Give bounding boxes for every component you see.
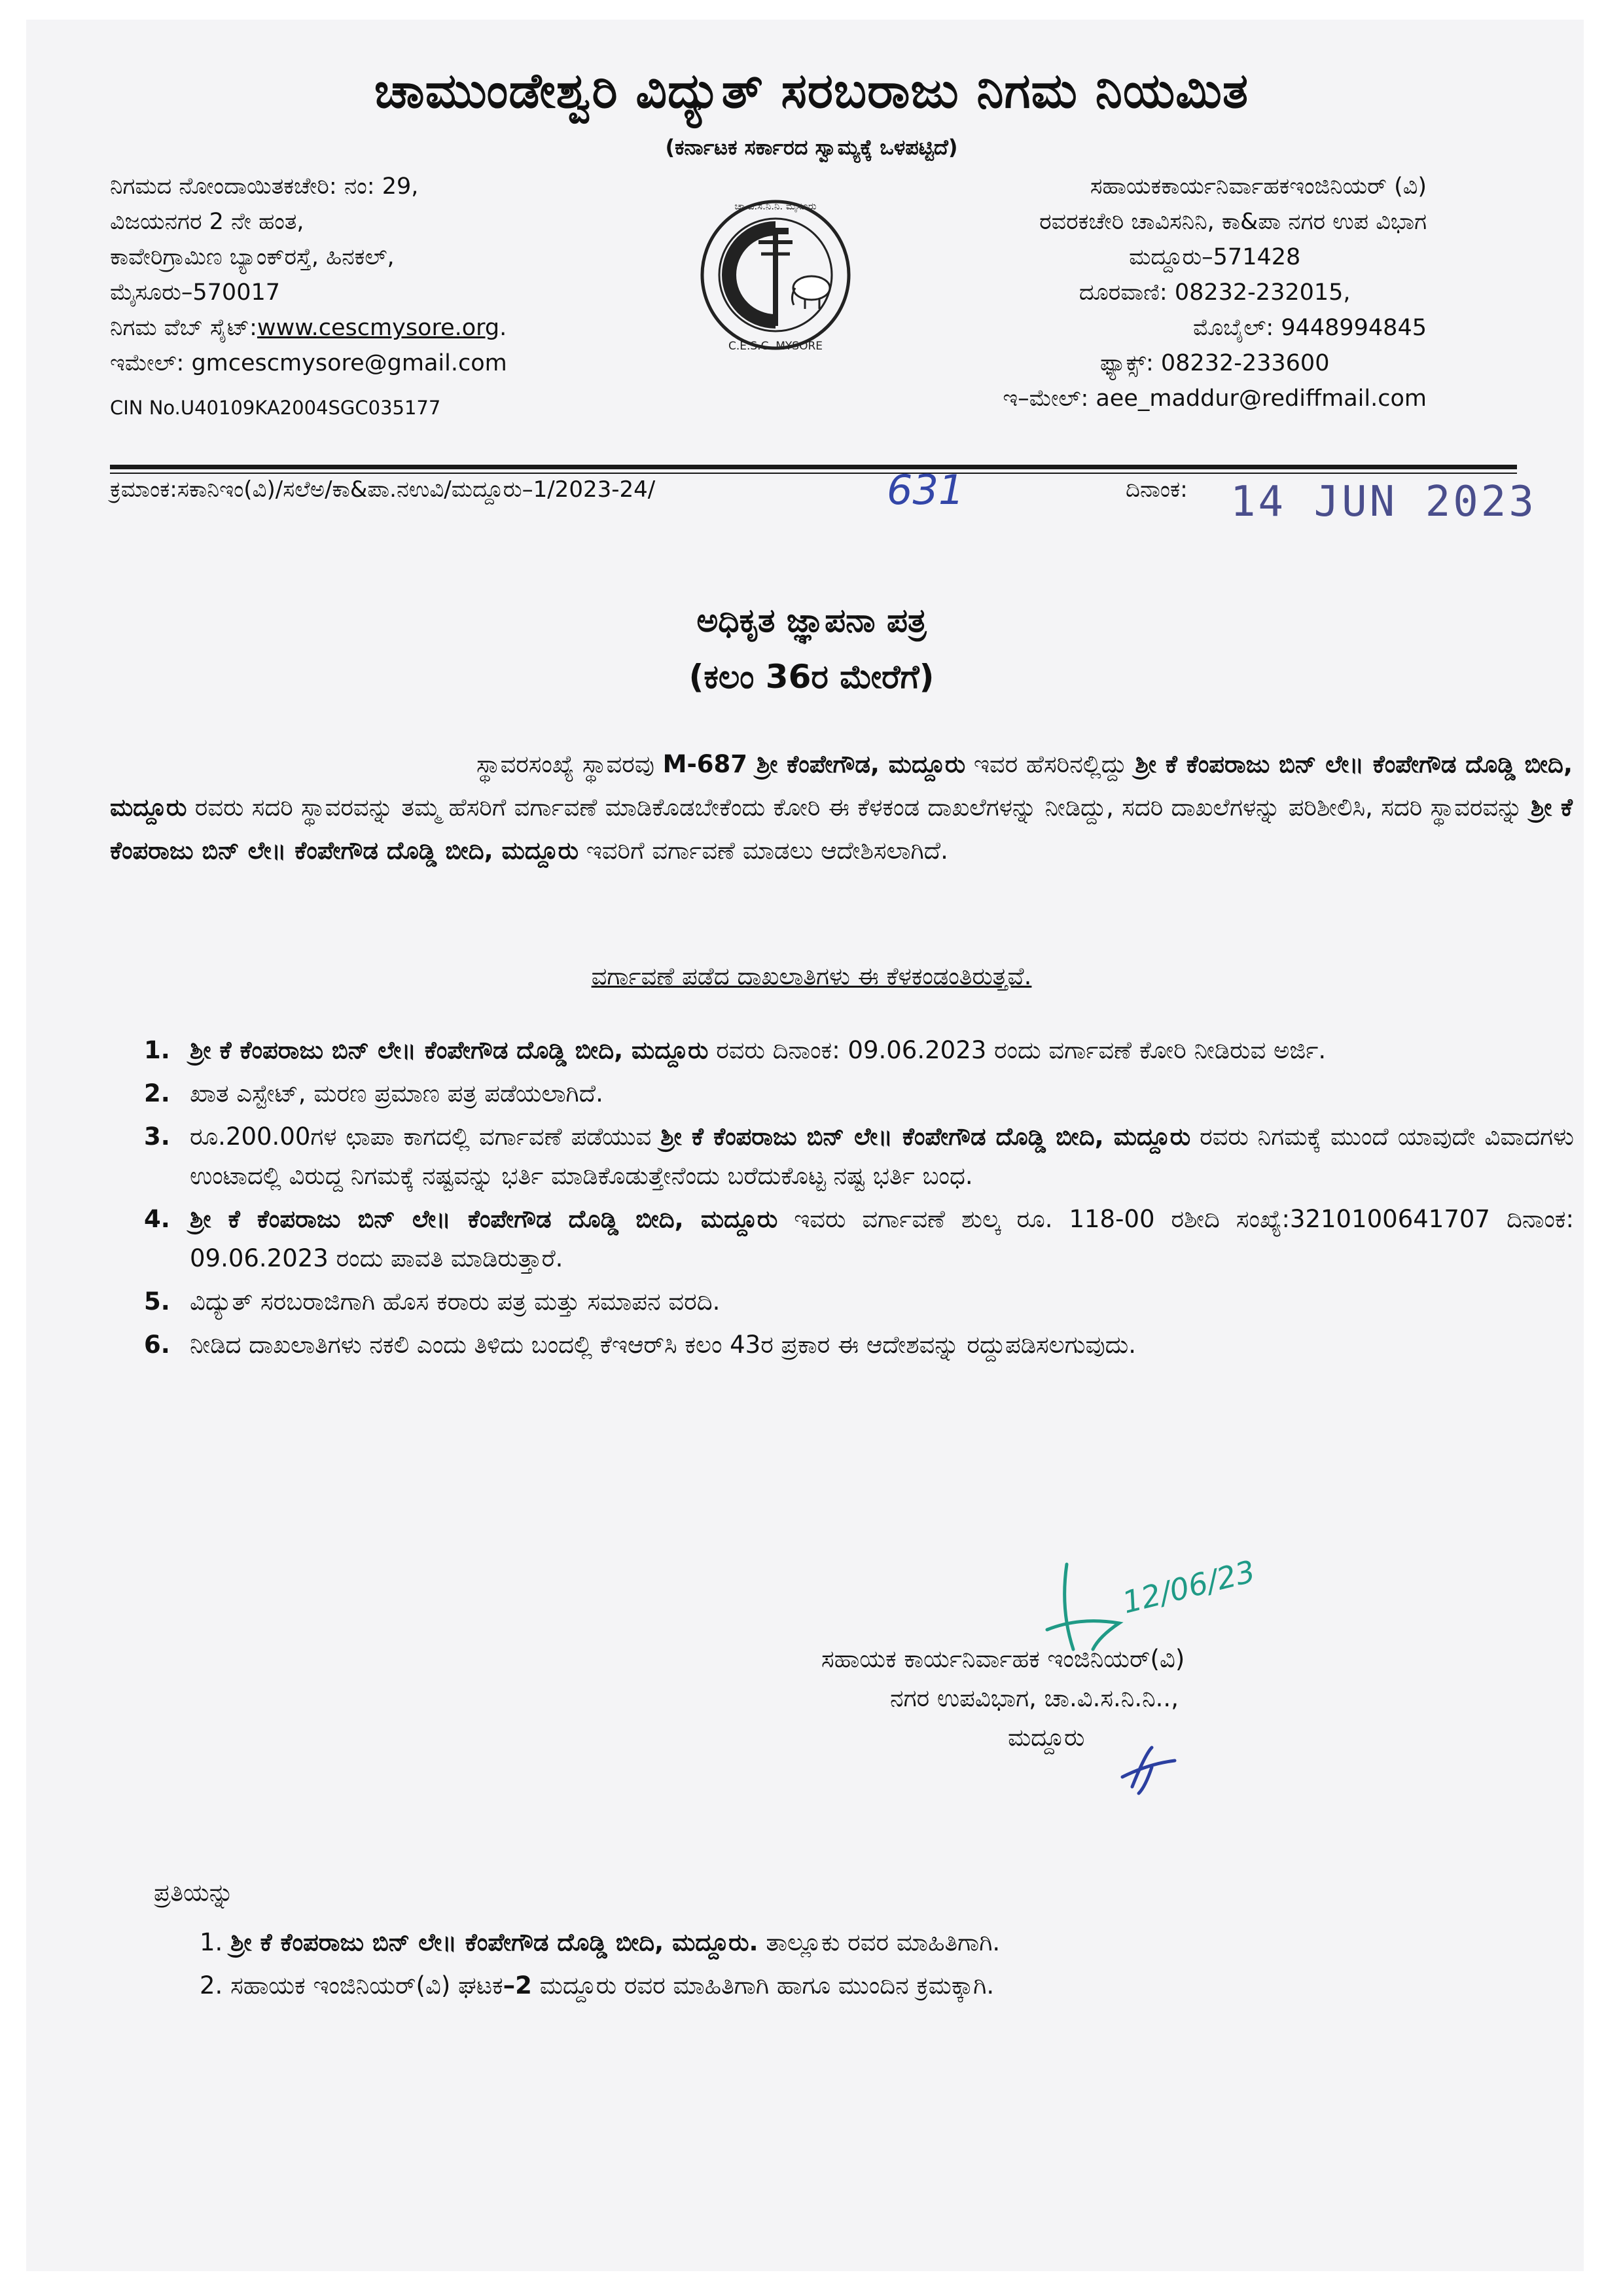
header-divider-thin — [110, 473, 1517, 474]
item-number: 4. — [144, 1205, 170, 1233]
item-number: 2. — [144, 1079, 170, 1107]
paragraph-text: ಇವರ ಹೆಸರಿನಲ್ಲಿದ್ದು — [965, 750, 1135, 778]
reference-number: ಕ್ರಮಾಂಕ:ಸಕಾನಿಇಂ(ವಿ)/ಸಲೆಅ/ಕಾ&ಪಾ.ನಉವಿ/ಮದ್ದೂರು–1/2023-24/ — [110, 476, 656, 503]
unit-number: –2 — [503, 1971, 532, 2000]
paragraph-text: ಇವರಿಗೆ ವರ್ಗಾವಣೆ ಮಾಡಲು ಆದೇಶಿಸಲಾಗಿದೆ. — [578, 836, 948, 865]
applicant-name: ಶ್ರೀ ಕೆ ಕೆಂಪರಾಜು ಬಿನ್ ಲೇ॥ ಕೆಂಪೇಗೌಡ ದೊಡ್ಡಿ ಬೀದಿ, ಮದ್ದೂರು — [190, 1205, 778, 1233]
list-item — [144, 1117, 1574, 1196]
list-item — [200, 1964, 1000, 2007]
paragraph-text: ರವರು ಸದರಿ ಸ್ಥಾವರವನ್ನು ತಮ್ಮ ಹೆಸರಿಗೆ ವರ್ಗಾವಣೆ ಮಾಡಿಕೊಡಬೇಕೆಂದು ಕೋರಿ ಈ ಕೆಳಕಂಡ ದಾಖಲೆಗಳನ್ನು ನೀಡಿದ್ದು, ಸದರಿ ದಾಖಲೆಗಳನ್ನು ಪರಿಶೀಲಿಸಿ, ಸದರಿ ಸ್ಥಾವರವನ್ನು — [187, 793, 1531, 821]
website-link[interactable]: www.cescmysore.org — [257, 315, 500, 341]
applicant-name: ಶ್ರೀ ಕೆ ಕೆಂಪರಾಜು ಬಿನ್ ಲೇ॥ ಕೆಂಪೇಗೌಡ ದೊಡ್ಡಿ ಬೀದಿ, ಮದ್ದೂರು — [660, 1122, 1191, 1151]
item-text: ಖಾತ ಎಸ್ಟೇಟ್, ಮರಣ ಪ್ರಮಾಣ ಪತ್ರ ಪಡೆಯಲಾಗಿದೆ. — [190, 1079, 603, 1107]
signatory-block — [821, 1640, 1185, 1757]
applicant-name: ಶ್ರೀ ಕೆ ಕೆಂಪರಾಜು ಬಿನ್ ಲೇ॥ ಕೆಂಪೇಗೌಡ ದೊಡ್ಡಿ ಬೀದಿ, ಮದ್ದೂರು — [110, 750, 1573, 821]
address-line: ವಿಜಯನಗರ 2 ನೇ ಹಂತ, — [110, 209, 304, 235]
mobile-number: ಮೊಬೈಲ್: 9448994845 — [1192, 315, 1427, 341]
item-text: ಮದ್ದೂರು ರವರ ಮಾಹಿತಿಗಾಗಿ ಹಾಗೂ ಮುಂದಿನ ಕ್ರಮಕ್ಕಾಗಿ. — [531, 1971, 995, 2000]
applicant-name: ಶ್ರೀ ಕೆ ಕೆಂಪರಾಜು ಬಿನ್ ಲೇ॥ ಕೆಂಪೇಗೌಡ ದೊಡ್ಡಿ ಬೀದಿ, ಮದ್ದೂರು — [110, 793, 1573, 865]
item-text: ರೂ.200.00ಗಳ ಛಾಪಾ ಕಾಗದಲ್ಲಿ ವರ್ಗಾವಣೆ ಪಡೆಯುವ — [190, 1122, 661, 1151]
installation-owner: M-687 ಶ್ರೀ ಕೆಂಪೇಗೌಡ, ಮದ್ದೂರು — [662, 750, 966, 778]
item-number: 2. — [200, 1971, 223, 2000]
item-number: 1. — [200, 1928, 223, 1956]
item-text: ಇವರು ವರ್ಗಾವಣೆ ಶುಲ್ಕ ರೂ. 118-00 ರಶೀದಿ ಸಂಖ್ಯೆ:3210100641707 ದಿನಾಂಕ: 09.06.2023 ರಂದು ಪಾವತಿ ಮಾಡಿರುತ್ತಾರೆ. — [190, 1205, 1574, 1272]
item-number: 6. — [144, 1331, 170, 1359]
address-line: ಕಾವೇರಿಗ್ರಾಮಿಣ ಬ್ಯಾಂಕ್‌ರಸ್ತೆ, ಹಿನಕಲ್, — [110, 244, 395, 270]
email-label: ಇಮೇಲ್: — [110, 350, 185, 376]
paragraph-text: ಸ್ಥಾವರಸಂಖ್ಯೆ ಸ್ಥಾವರವು — [476, 750, 663, 778]
organization-title: ಚಾಮುಂಡೇಶ್ವರಿ ವಿದ್ಯುತ್ ಸರಬರಾಜು ನಿಗಮ ನಿಯಮಿತ — [374, 63, 1249, 119]
address-line: ನಿಗಮದ ನೋಂದಾಯಿತಕಚೇರಿ: ನಂ: 29, — [110, 173, 419, 200]
website-line: ನಿಗಮ ವೆಬ್ ಸೈಟ್:www.cescmysore.org. — [110, 315, 507, 341]
copies-heading: ಪ್ರತಿಯನ್ನು — [154, 1878, 234, 1907]
document-title — [0, 592, 1623, 705]
item-number: 1. — [144, 1036, 170, 1064]
item-text: ನೀಡಿದ ದಾಖಲಾತಿಗಳು ನಕಲಿ ಎಂದು ತಿಳಿದು ಬಂದಲ್ಲಿ ಕೆಇಆರ್‌ಸಿ ಕಲಂ 43ರ ಪ್ರಕಾರ ಈ ಆದೇಶವನ್ನು ರದ್ದುಪಡಿಸಲಗುವುದು. — [190, 1331, 1137, 1359]
cesc-logo — [690, 190, 861, 360]
applicant-name: ಶ್ರೀ ಕೆ ಕೆಂಪರಾಜು ಬಿನ್ ಲೇ॥ ಕೆಂಪೇಗೌಡ ದೊಡ್ಡಿ ಬೀದಿ, ಮದ್ದೂರು — [190, 1036, 709, 1064]
documents-list-heading: ವರ್ಗಾವಣೆ ಪಡೆದ ದಾಖಲಾತಿಗಳು ಈ ಕೆಳಕಂಡಂತಿರುತ್ತವೆ. — [591, 962, 1032, 990]
logo-text-top: ಚಾ.ವಿ.ಸ.ನಿ.ನಿ. ಮೈಸೂರು — [734, 200, 817, 212]
logo-text: C.E.S.C. MYSORE — [728, 340, 823, 353]
item-text: ವಿದ್ಯುತ್ ಸರಬರಾಜಿಗಾಗಿ ಹೊಸ ಕರಾರು ಪತ್ರ ಮತ್ತು ಸಮಾಪನ ವರದಿ. — [190, 1287, 721, 1316]
list-item — [144, 1031, 1574, 1070]
email-label: ಇ–ಮೇಲ್: — [1003, 386, 1096, 412]
address-line: ರವರಕಚೇರಿ ಚಾವಿಸನಿನಿ, ಕಾ&ಪಾ ನಗರ ಉಪ ವಿಭಾಗ — [1039, 209, 1427, 235]
title-section: (ಕಲಂ 36ರ ಮೇರೆಗೆ) — [688, 658, 935, 696]
list-item — [144, 1325, 1574, 1365]
signature-date: 12/06/23 — [1118, 1553, 1259, 1621]
documents-list — [144, 1031, 1574, 1369]
list-item — [144, 1282, 1574, 1321]
registered-office-address — [110, 169, 507, 425]
address-line: ಮೈಸೂರು–570017 — [110, 279, 280, 306]
header-divider — [110, 465, 1517, 469]
cin-number: CIN No.U40109KA2004SGC035177 — [110, 397, 441, 419]
sub-division-office-address — [1003, 169, 1427, 416]
handwritten-reference-number: 631 — [887, 466, 965, 514]
list-item — [200, 1921, 1000, 1964]
date-stamp: 14 JUN 2023 — [1230, 478, 1537, 526]
item-number: 3. — [144, 1122, 170, 1151]
address-line: ಮದ್ದೂರು–571428 — [1129, 244, 1301, 270]
phone-number: ದೂರವಾಣಿ: 08232-232015, — [1079, 279, 1351, 306]
item-text: ರವರು ನಿಗಮಕ್ಕೆ ಮುಂದೆ ಯಾವುದೇ ವಿವಾದಗಳು ಉಂಟಾದಲ್ಲಿ ವಿರುದ್ದ ನಿಗಮಕ್ಕೆ ನಷ್ಟವನ್ನು ಭರ್ತಿ ಮಾಡಿಕೊಡುತ್ತೇನೆಂದು ಬರೆದುಕೊಟ್ಟ ನಷ್ಟ ಭರ್ತಿ ಬಂಧ. — [190, 1122, 1574, 1190]
website-label: ನಿಗಮ ವೆಬ್ ಸೈಟ್: — [110, 315, 257, 341]
list-item — [144, 1074, 1574, 1113]
signatory-office: ನಗರ ಉಪವಿಭಾಗ, ಚಾ.ವಿ.ಸ.ನಿ.ನಿ.., — [890, 1684, 1179, 1712]
list-item — [144, 1200, 1574, 1278]
address-line: ಸಹಾಯಕಕಾರ್ಯನಿರ್ವಾಹಕಇಂಜಿನಿಯರ್ (ವಿ) — [1090, 173, 1427, 200]
fax-number: ಫ್ಯಾಕ್ಸ್: 08232-233600 — [1099, 350, 1330, 376]
organization-subtitle: (ಕರ್ನಾಟಕ ಸರ್ಕಾರದ ಸ್ವಾಮ್ಯಕ್ಕೆ ಒಳಪಟ್ಟಿದೆ) — [665, 135, 958, 160]
item-text: ತಾಲ್ಲೂಕು ರವರ ಮಾಹಿತಿಗಾಗಿ. — [758, 1928, 1001, 1956]
item-text: ರವರು ದಿನಾಂಕ: 09.06.2023 ರಂದು ವರ್ಗಾವಣೆ ಕೋರಿ ನೀಡಿರುವ ಅರ್ಜಿ. — [708, 1036, 1327, 1064]
item-number: 5. — [144, 1287, 170, 1316]
email-line-right — [1003, 381, 1427, 416]
email-link[interactable]: aee_maddur@rediffmail.com — [1096, 386, 1427, 412]
title-line: ಅಧಿಕೃತ ಜ್ಞಾಪನಾ ಪತ್ರ — [696, 601, 927, 639]
initials-mark — [1113, 1741, 1185, 1800]
date-label: ದಿನಾಂಕ: — [1126, 476, 1188, 503]
email-link[interactable]: gmcescmysore@gmail.com — [191, 350, 507, 376]
copies-list — [200, 1921, 1000, 2007]
applicant-name: ಶ್ರೀ ಕೆ ಕೆಂಪರಾಜು ಬಿನ್ ಲೇ॥ ಕೆಂಪೇಗೌಡ ದೊಡ್ಡಿ ಬೀದಿ, ಮದ್ದೂರು. — [230, 1928, 758, 1956]
order-paragraph — [110, 743, 1573, 872]
item-text: ಸಹಾಯಕ ಇಂಜಿನಿಯರ್(ವಿ) ಘಟಕ — [230, 1971, 503, 2000]
signatory-place: ಮದ್ದೂರು — [1008, 1723, 1085, 1751]
signatory-designation: ಸಹಾಯಕ ಕಾರ್ಯನಿರ್ವಾಹಕ ಇಂಜಿನಿಯರ್(ವಿ) — [821, 1645, 1185, 1673]
email-line-left — [110, 346, 507, 381]
